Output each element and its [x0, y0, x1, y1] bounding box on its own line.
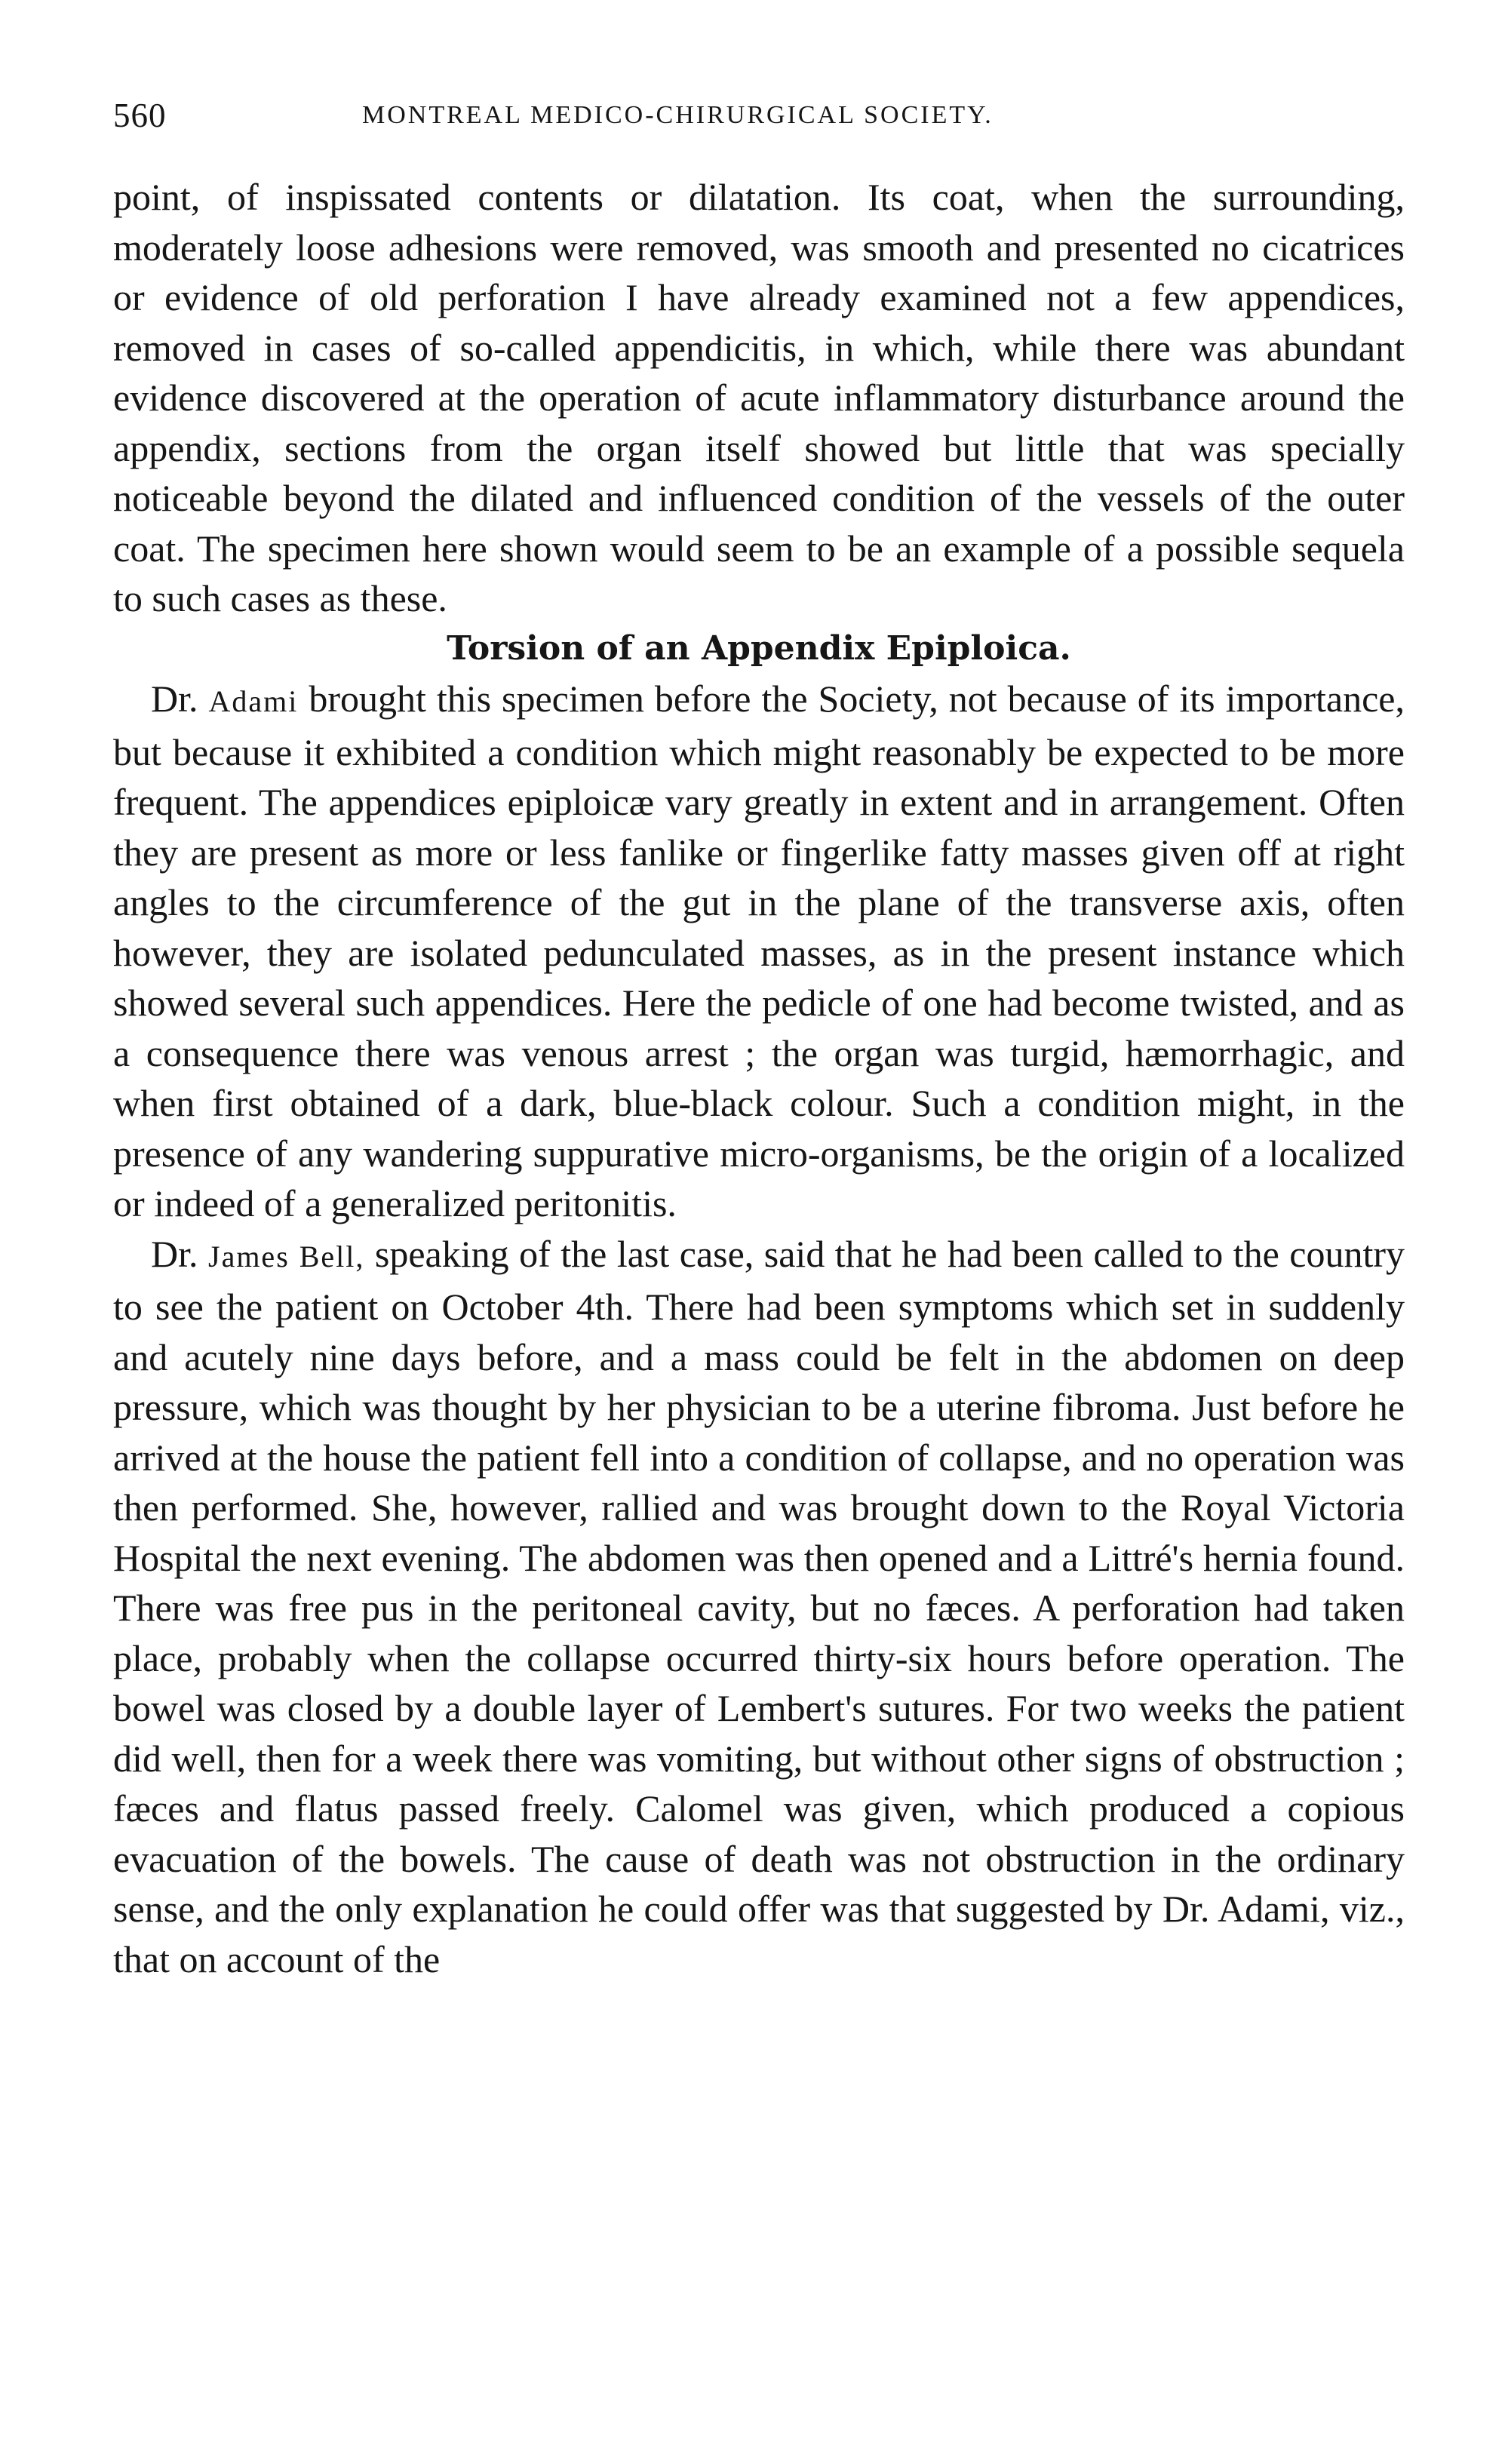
- book-page: [113, 89, 1405, 2383]
- page-number: 560: [113, 97, 167, 134]
- speaker-name: James Bell,: [208, 1239, 365, 1273]
- paragraph-adami: [113, 674, 1405, 1229]
- paragraph-bell: [113, 1229, 1405, 1985]
- speaker-title: Dr.: [151, 1232, 198, 1275]
- body-text: [113, 172, 1405, 1984]
- paragraph-bell-text: speaking of the last case, said that he had been called to the country to see the patient on October 4th. There had been symptoms which set in suddenly and acutely nine days before, and a mass could be felt in the abdomen on deep pressure, which was thought by her physician to be a uterine fibroma. Just before he arrived at the house the patient fell into a condition of collapse, and no operation was then performed. She, however, rallied and was brought down to the Royal Victoria Hospital the next evening. The abdomen was then opened and a Littré's hernia found. There was free pus in the peritoneal cavity, but no fæces. A perforation had taken place, probably when the collapse occurred thirty-six hours before operation. The bowel was closed by a double layer of Lembert's sutures. For two weeks the patient did well, then for a week there was vomiting, but without other signs of obstruction ; fæces and flatus passed freely. Calomel was given, which produced a copious evacuation of the bowels. The cause of death was not obstruction in the ordinary sense, and the only explanation he could offer was that suggested by Dr. Adami, viz., that on account of the: [113, 1232, 1405, 1980]
- paragraph-continued: point, of inspissated contents or dilatation. Its coat, when the surrounding, moderately loose adhesions were removed, was smooth and presented no cicatrices or evidence of old perforation I have already examined not a few appendices, removed in cases of so-called appendicitis, in which, while there was abundant evidence discovered at the operation of acute inflammatory disturbance around the appendix, sections from the organ itself showed but little that was specially noticeable beyond the dilated and influenced condition of the vessels of the outer coat. The specimen here shown would seem to be an example of a possible sequela to such cases as these.: [113, 176, 1405, 619]
- journal-title: MONTREAL MEDICO-CHIRURGICAL SOCIETY.: [362, 101, 994, 129]
- speaker-title: Dr.: [151, 677, 198, 720]
- paragraph-adami-text: brought this specimen before the Society, not because of its importance, but because it exhibited a condition which might reasonably be expected to be more frequent. The appendices epiploicæ vary greatly in extent and in arrangement. Often they are present as more or less fanlike or fingerlike fatty masses given off at right angles to the circumference of the gut in the plane of the transverse axis, often however, they are isolated pedunculated masses, as in the present instance which showed several such appendices. Here the pedicle of one had become twisted, and as a consequence there was venous arrest ; the organ was turgid, hæmorrhagic, and when first obtained of a dark, blue-black colour. Such a condition might, in the presence of any wandering suppurative micro-organisms, be the origin of a localized or indeed of a generalized peritonitis.: [113, 677, 1405, 1224]
- section-heading: Torsion of an Appendix Epiploica.: [447, 628, 1071, 668]
- running-head: [113, 89, 1405, 142]
- speaker-name: Adami: [208, 684, 299, 718]
